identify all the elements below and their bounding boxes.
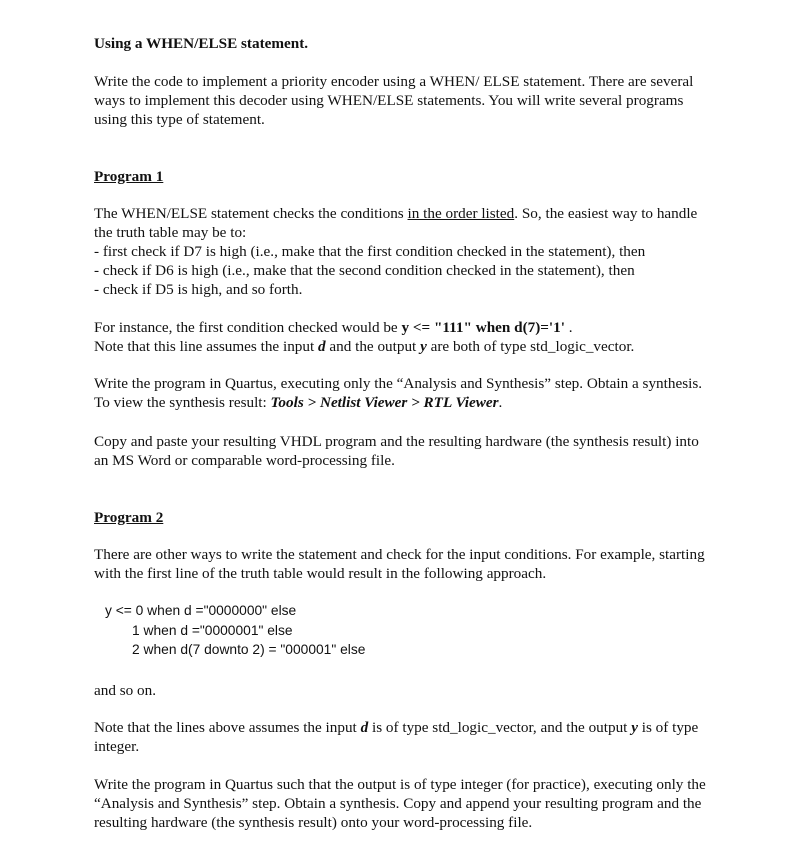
p1-text: . So, the easiest way to handle	[514, 205, 698, 222]
note-text: is of type std_logic_vector, and the output	[368, 719, 632, 736]
p3-line-1: Write the program in Quartus, executing only the “Analysis and Synthesis” step. Obtain a synthesis.	[94, 375, 703, 392]
program-2-final-paragraph	[94, 775, 754, 832]
program-1-heading	[94, 167, 754, 186]
p2-text: are both of type std_logic_vector.	[426, 338, 635, 355]
inline-code-bold: y <= "111" when d(7)='1'	[401, 319, 565, 336]
program-2-heading-text: Program 2	[94, 509, 164, 526]
note-text: Note that the lines above assumes the input	[94, 719, 361, 736]
p1-line-1	[94, 204, 754, 223]
program-1-paragraph-2	[94, 318, 754, 356]
p2-intro-line: with the first line of the truth table would result in the following approach.	[94, 565, 547, 582]
bullet-item: - first check if D7 is high (i.e., make that the first condition checked in the statement), then	[94, 243, 646, 260]
code-line: y <= 0 when d ="0000000" else	[105, 603, 297, 618]
rtl-viewer-menu-path: Tools > Netlist Viewer > RTL Viewer	[270, 394, 499, 411]
code-line: 2 when d(7 downto 2) = "000001" else	[132, 642, 366, 657]
p2-text: For instance, the first condition checked would be	[94, 319, 402, 336]
input-d-emphasis: d	[318, 338, 326, 355]
output-y-emphasis: y	[631, 719, 638, 736]
p2-text: and the output	[325, 338, 421, 355]
p4-line: Copy and paste your resulting VHDL program and the resulting hardware (the synthesis result) into	[94, 433, 699, 450]
intro-line: ways to implement this decoder using WHEN/ELSE statements. You will write several programs	[94, 92, 684, 109]
and-so-on-text: and so on.	[94, 682, 157, 699]
program-1-paragraph-4	[94, 432, 754, 470]
p2-text: .	[564, 319, 573, 336]
intro-paragraph	[94, 72, 754, 129]
note-line-2: integer.	[94, 738, 140, 755]
final-line: Write the program in Quartus such that the output is of type integer (for practice), executing only the	[94, 776, 706, 793]
p2-intro-line: There are other ways to write the statement and check for the input conditions. For example, starting	[94, 546, 705, 563]
program-1-paragraph-3	[94, 374, 754, 412]
title-text: Using a WHEN/ELSE statement.	[94, 35, 309, 52]
p2-text: Note that this line assumes the input	[94, 338, 318, 355]
code-line: 1 when d ="0000001" else	[132, 622, 293, 638]
program-2-heading	[94, 508, 754, 527]
bullet-item: - check if D5 is high, and so forth.	[94, 281, 303, 298]
p3-text: To view the synthesis result:	[94, 394, 271, 411]
program-2-paragraph-1	[94, 545, 754, 583]
p1-text: The WHEN/ELSE statement checks the conditions	[94, 205, 408, 222]
intro-line: Write the code to implement a priority encoder using a WHEN/ ELSE statement. There are several	[94, 73, 694, 90]
code-example	[105, 601, 765, 660]
p2-line-1	[94, 318, 754, 337]
and-so-on	[94, 681, 754, 700]
document-title	[94, 34, 754, 53]
bullet-item: - check if D6 is high (i.e., make that the second condition checked in the statement), then	[94, 262, 635, 279]
final-line: “Analysis and Synthesis” step. Obtain a synthesis. Copy and append your resulting program and the	[94, 795, 702, 812]
input-d-emphasis: d	[360, 719, 369, 736]
program-1-paragraph-1	[94, 204, 754, 299]
note-text: is of type	[637, 719, 699, 736]
p3-line-2	[94, 393, 754, 412]
p4-line: an MS Word or comparable word-processing file.	[94, 452, 395, 469]
program-2-note	[94, 718, 754, 756]
p2-line-2	[94, 337, 754, 356]
note-line-1	[94, 718, 754, 737]
p1-line-2: the truth table may be to:	[94, 224, 247, 241]
program-1-heading-text: Program 1	[94, 168, 164, 185]
intro-line: using this type of statement.	[94, 111, 265, 128]
output-y-emphasis: y	[420, 338, 427, 355]
final-line: resulting hardware (the synthesis result) onto your word-processing file.	[94, 814, 533, 831]
p3-text: .	[498, 394, 503, 411]
order-listed-underlined: in the order listed	[407, 205, 515, 222]
